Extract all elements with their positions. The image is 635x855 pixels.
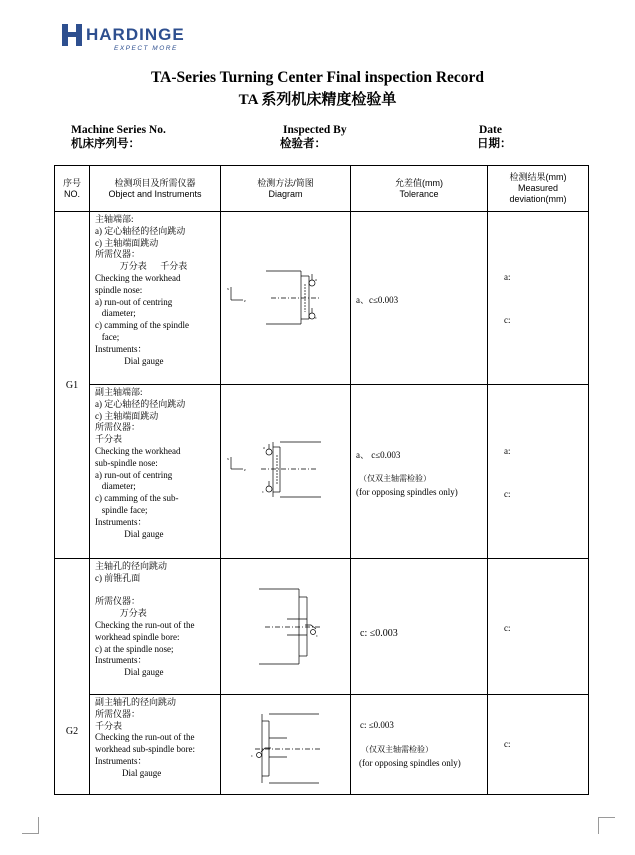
result-label-c: c: (504, 739, 511, 749)
diagram-cell (221, 212, 351, 385)
date-label-en: Date (479, 124, 502, 136)
logo-brand-name: HARDINGE (86, 25, 185, 44)
tolerance-note-en: (for opposing spindles only) (356, 487, 458, 497)
gauge-label: c (251, 753, 253, 758)
object-cell: 副主轴端部: a) 定心轴径的径向跳动 c) 主轴端面跳动 所需仪器： 千分表 Checking the workhead sub-spindle nose: a) run-out of centring diameter; c) camming of the sub- spindle face; Instruments： Dial gauge (90, 385, 221, 559)
hardinge-h-mark-icon (62, 24, 82, 46)
result-cell (488, 559, 589, 695)
tolerance-note-en: (for opposing spindles only) (359, 758, 461, 768)
item-number-g2: G2 (55, 559, 90, 795)
logo-tagline: EXPECT MORE (114, 45, 178, 52)
diagram-cell (221, 695, 351, 795)
table-row-g2-spindle-bore (55, 559, 589, 695)
gauge-label: a (263, 445, 265, 450)
header-no: 序号 NO. (55, 166, 90, 212)
object-cell: 主轴端部: a) 定心轴径的径向跳动 c) 主轴端面跳动 所需仪器： 万分表 千分表 Checking the workhead spindle nose: a) run-out of centring diameter; c) camming of the spindle face; Instruments： Dial gauge (90, 212, 221, 385)
result-cell (488, 695, 589, 795)
axis-label: z (244, 298, 246, 303)
table-row-g1-spindle-nose (55, 212, 589, 385)
diagram-cell (221, 559, 351, 695)
gauge-label: c (315, 315, 317, 320)
tolerance-cell (351, 559, 488, 695)
header-object: 检测项目及所需仪器 Object and Instruments (90, 166, 221, 212)
sub-spindle-bore-diagram (221, 695, 351, 795)
inspected-by-label-en: Inspected By (283, 124, 347, 136)
gauge-label: c (262, 489, 264, 494)
result-label-a: a: (504, 272, 511, 282)
crop-mark-bottom-right (598, 817, 615, 834)
inspected-by-label-cn: 检验者： (280, 138, 326, 150)
spindle-bore-diagram (221, 559, 351, 695)
item-number-g1: G1 (55, 212, 90, 559)
object-cell: 主轴孔的径向跳动 c) 前锥孔面 所需仪器： 万分表 Checking the run-out of the workhead spindle bore: c) at the spindle nose; Instruments： Dial gauge (90, 559, 221, 695)
spindle-nose-diagram (221, 212, 351, 385)
page-title-chinese: TA 系列机床精度检验单 (238, 92, 397, 108)
gauge-label: a (315, 277, 317, 282)
table-row-g1-sub-spindle-nose (55, 385, 589, 559)
result-label-a: a: (504, 446, 511, 456)
result-cell (488, 212, 589, 385)
machine-series-label-cn: 机床序列号： (71, 138, 140, 150)
tolerance-value: c: ≤0.003 (360, 720, 394, 730)
table-header-row (55, 166, 589, 212)
tolerance-value: c: ≤0.003 (360, 628, 398, 639)
inspection-table (54, 165, 589, 795)
page-title-english: TA-Series Turning Center Final inspection Record (150, 69, 485, 86)
sub-spindle-nose-diagram (221, 385, 351, 559)
object-cell: 副主轴孔的径向跳动 所需仪器： 千分表 Checking the run-out of the workhead sub-spindle bore: Instruments： Dial gauge (90, 695, 221, 795)
tolerance-note-cn: （仅双主轴需检验） (361, 745, 433, 754)
result-label-c: c: (504, 489, 511, 499)
axis-label: x (227, 456, 229, 461)
header-result: 检测结果(mm) Measured deviation(mm) (488, 166, 589, 212)
machine-series-field (71, 123, 166, 151)
machine-series-label-en: Machine Series No. (71, 124, 166, 136)
diagram-cell (221, 385, 351, 559)
result-label-c: c: (504, 315, 511, 325)
result-cell (488, 385, 589, 559)
tolerance-cell (351, 695, 488, 795)
date-field (477, 123, 512, 151)
date-label-cn: 日期： (477, 138, 512, 150)
tolerance-cell (351, 212, 488, 385)
table-row-g2-sub-spindle-bore (55, 695, 589, 795)
header-method: 检测方法/简图 Diagram (221, 166, 351, 212)
crop-mark-bottom-left (22, 817, 39, 834)
tolerance-note-cn: （仅双主轴需检验） (359, 474, 431, 483)
tolerance-value: a、c≤0.003 (356, 295, 399, 305)
tolerance-cell (351, 385, 488, 559)
hardinge-logo (62, 24, 202, 56)
header-tolerance: 允差值(mm) Tolerance (351, 166, 488, 212)
gauge-label: c (316, 633, 318, 638)
tolerance-value: a、 c≤0.003 (356, 450, 401, 460)
axis-label: z (244, 467, 246, 472)
inspected-by-field (280, 123, 347, 151)
axis-label: x (227, 286, 229, 291)
result-label-c: c: (504, 623, 511, 633)
